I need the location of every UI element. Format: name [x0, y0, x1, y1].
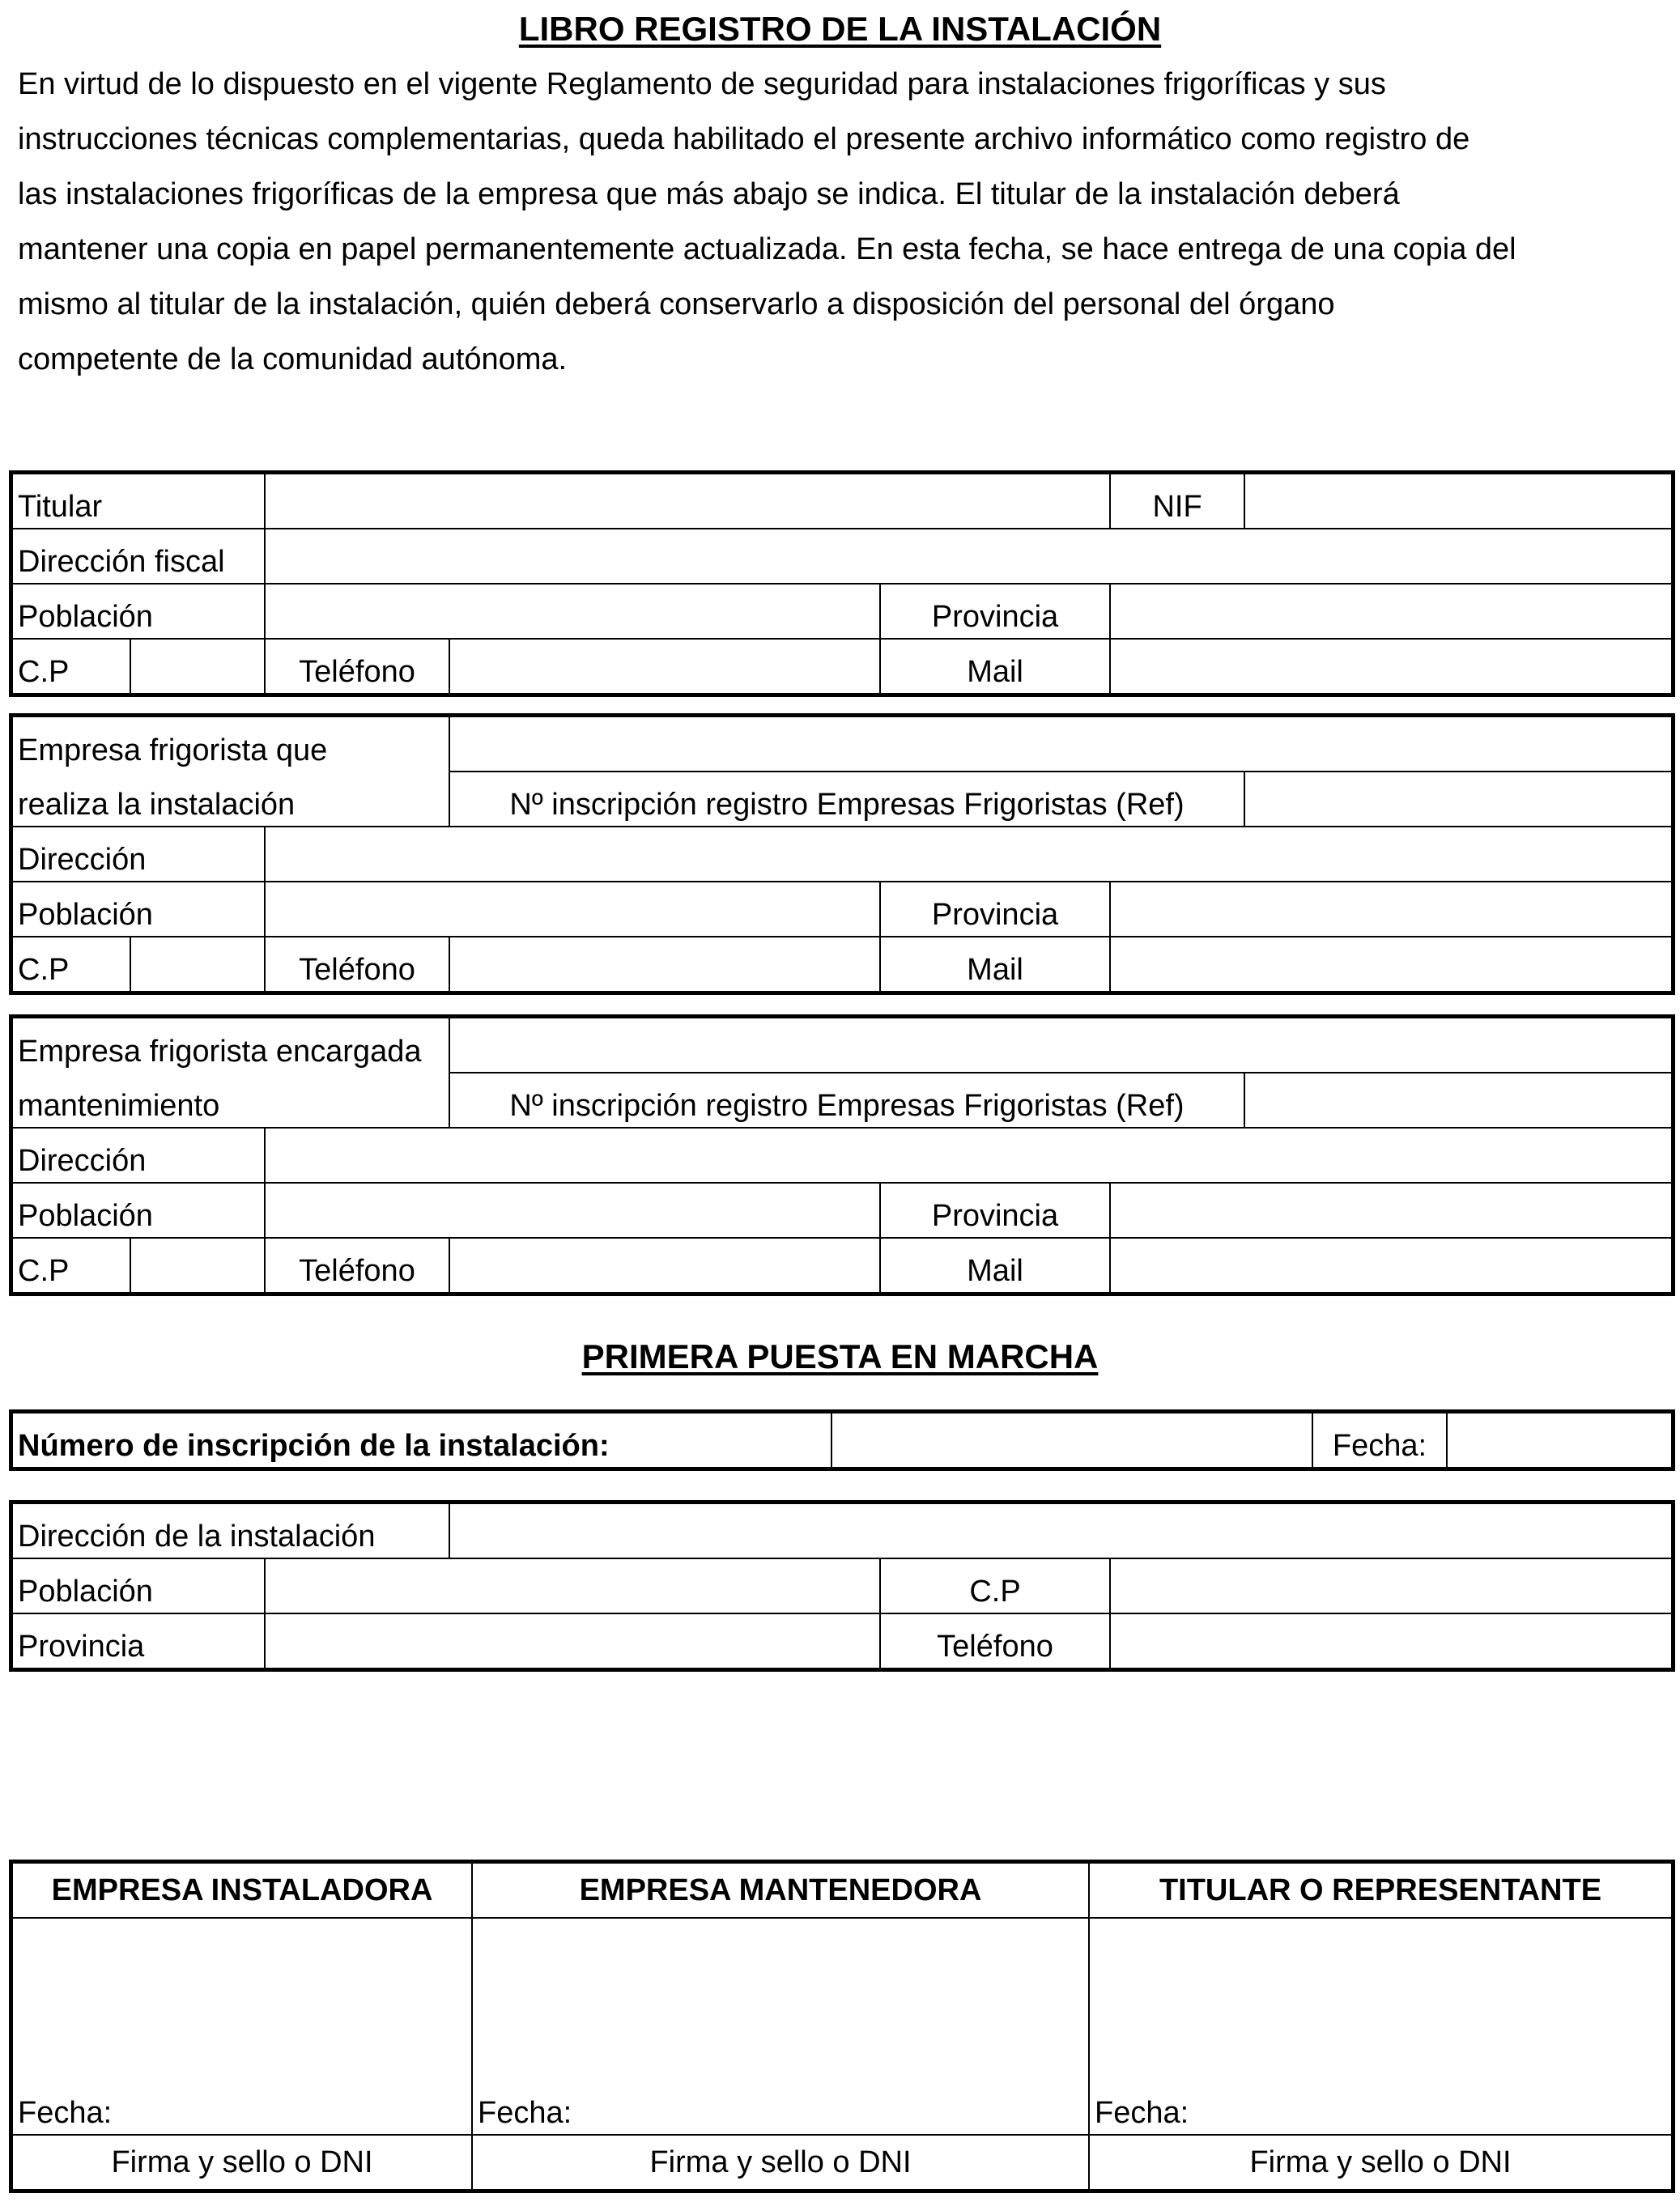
mantenimiento-cp-field[interactable] [130, 1238, 265, 1293]
instalacion-poblacion-field[interactable] [265, 1558, 880, 1613]
nif-field[interactable] [1244, 474, 1672, 529]
instaladora-poblacion-field[interactable] [265, 882, 880, 937]
inscripcion-table [11, 1412, 1673, 1469]
mail-field[interactable] [1110, 639, 1672, 694]
mantenimiento-label-1: Empresa frigorista encargada [12, 1018, 449, 1073]
firma-titular-fecha[interactable]: Fecha: [1089, 2081, 1672, 2135]
instaladora-cp-label: C.P [12, 937, 130, 992]
mantenimiento-table [11, 1017, 1673, 1294]
fecha-label: Fecha: [1312, 1413, 1447, 1468]
cp-label: C.P [12, 639, 130, 694]
direccion-fiscal-field[interactable] [265, 529, 1672, 584]
instalacion-provincia-label: Provincia [12, 1613, 265, 1669]
instalacion-cp-label: C.P [880, 1558, 1110, 1613]
instalacion-direccion-field[interactable] [449, 1503, 1672, 1558]
mantenimiento-mail-field[interactable] [1110, 1238, 1672, 1293]
instalacion-poblacion-label: Población [12, 1558, 265, 1613]
mantenimiento-provincia-field[interactable] [1110, 1183, 1672, 1238]
mantenimiento-cp-label: C.P [12, 1238, 130, 1293]
mantenimiento-mail-label: Mail [880, 1238, 1110, 1293]
firma-titular-header: TITULAR O REPRESENTANTE [1089, 1863, 1672, 1918]
mantenimiento-label-2: mantenimiento [12, 1073, 449, 1128]
poblacion-label: Población [12, 584, 265, 639]
mail-label: Mail [880, 639, 1110, 694]
titular-table [11, 473, 1673, 695]
poblacion-field[interactable] [265, 584, 880, 639]
firma-mantenedora-label: Firma y sello o DNI [472, 2135, 1089, 2190]
intro-line: mantener una copia en papel permanentemente actualizada. En esta fecha, se hace entrega de una copia del [18, 232, 1516, 266]
instalacion-cp-field[interactable] [1110, 1558, 1672, 1613]
mantenimiento-name-field[interactable] [449, 1018, 1672, 1073]
mantenimiento-direccion-field[interactable] [265, 1128, 1672, 1183]
intro-line: instrucciones técnicas complementarias, queda habilitado el presente archivo informático como registro de [18, 122, 1470, 156]
numero-inscripcion-label: Número de inscripción de la instalación: [12, 1413, 831, 1468]
firma-titular-label: Firma y sello o DNI [1089, 2135, 1672, 2190]
telefono-label: Teléfono [265, 639, 449, 694]
telefono-field[interactable] [449, 639, 880, 694]
firma-instaladora-fecha[interactable]: Fecha: [12, 2081, 472, 2135]
instaladora-poblacion-label: Población [12, 882, 265, 937]
instaladora-provincia-label: Provincia [880, 882, 1110, 937]
mantenimiento-poblacion-field[interactable] [265, 1183, 880, 1238]
instaladora-direccion-field[interactable] [265, 827, 1672, 882]
intro-line: En virtud de lo dispuesto en el vigente Reglamento de seguridad para instalaciones frigoríficas y sus [18, 67, 1386, 101]
instalacion-table [11, 1503, 1673, 1669]
mantenimiento-telefono-field[interactable] [449, 1238, 880, 1293]
direccion-fiscal-label: Dirección fiscal [12, 529, 265, 584]
instalacion-provincia-field[interactable] [265, 1613, 880, 1669]
instaladora-cp-field[interactable] [130, 937, 265, 992]
instaladora-label-2: realiza la instalación [12, 772, 449, 827]
instaladora-mail-label: Mail [880, 937, 1110, 992]
firmas-table [11, 1862, 1673, 2191]
instaladora-direccion-label: Dirección [12, 827, 265, 882]
firma-mantenedora-box[interactable] [472, 1918, 1089, 2081]
instaladora-registro-label: Nº inscripción registro Empresas Frigoristas (Ref) [449, 772, 1244, 827]
instaladora-registro-field[interactable] [1244, 772, 1672, 827]
intro-paragraph [18, 57, 1661, 387]
instalacion-telefono-label: Teléfono [880, 1613, 1110, 1669]
fecha-field[interactable] [1447, 1413, 1672, 1468]
firma-instaladora-header: EMPRESA INSTALADORA [12, 1863, 472, 1918]
titular-label: Titular [12, 474, 265, 529]
firma-instaladora-label: Firma y sello o DNI [12, 2135, 472, 2190]
instalacion-direccion-label: Dirección de la instalación [12, 1503, 449, 1558]
instaladora-mail-field[interactable] [1110, 937, 1672, 992]
provincia-label: Provincia [880, 584, 1110, 639]
firma-titular-box[interactable] [1089, 1918, 1672, 2081]
provincia-field[interactable] [1110, 584, 1672, 639]
mantenimiento-direccion-label: Dirección [12, 1128, 265, 1183]
page-title: LIBRO REGISTRO DE LA INSTALACIÓN [518, 10, 1162, 48]
numero-inscripcion-field[interactable] [831, 1413, 1312, 1468]
nif-label: NIF [1110, 474, 1244, 529]
intro-line: las instalaciones frigoríficas de la empresa que más abajo se indica. El titular de la instalación deberá [18, 177, 1400, 211]
firma-mantenedora-fecha[interactable]: Fecha: [472, 2081, 1089, 2135]
puesta-marcha-title: PRIMERA PUESTA EN MARCHA [581, 1337, 1099, 1375]
instaladora-provincia-field[interactable] [1110, 882, 1672, 937]
mantenimiento-registro-label: Nº inscripción registro Empresas Frigoristas (Ref) [449, 1073, 1244, 1128]
instaladora-telefono-label: Teléfono [265, 937, 449, 992]
firma-mantenedora-header: EMPRESA MANTENEDORA [472, 1863, 1089, 1918]
firma-instaladora-box[interactable] [12, 1918, 472, 2081]
mantenimiento-provincia-label: Provincia [880, 1183, 1110, 1238]
mantenimiento-poblacion-label: Población [12, 1183, 265, 1238]
instaladora-table [11, 716, 1673, 993]
intro-line: competente de la comunidad autónoma. [18, 342, 568, 376]
instalacion-telefono-field[interactable] [1110, 1613, 1672, 1669]
intro-line: mismo al titular de la instalación, quién deberá conservarlo a disposición del personal del órgano [18, 287, 1335, 321]
titular-field[interactable] [265, 474, 1110, 529]
cp-field[interactable] [130, 639, 265, 694]
instaladora-name-field[interactable] [449, 716, 1672, 772]
mantenimiento-telefono-label: Teléfono [265, 1238, 449, 1293]
instaladora-telefono-field[interactable] [449, 937, 880, 992]
instaladora-label-1: Empresa frigorista que [12, 716, 449, 772]
mantenimiento-registro-field[interactable] [1244, 1073, 1672, 1128]
